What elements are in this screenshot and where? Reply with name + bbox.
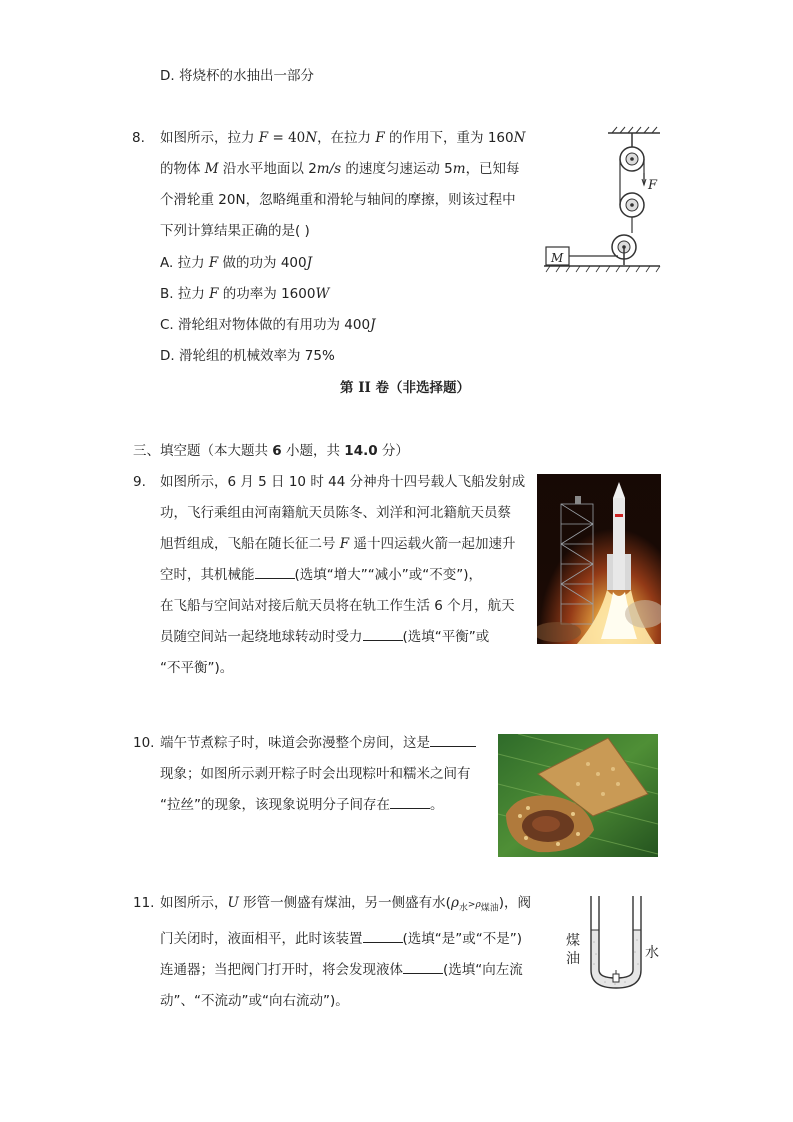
question-8-line-3: 个滑轮重 20N，忽略绳重和滑轮与轴间的摩擦，则该过程中 — [160, 192, 516, 208]
question-9-line-6: 员随空间站一起绕地球转动时受力 (选填“平衡”或 — [160, 629, 490, 645]
question-9-line-3: 旭哲组成，飞船在随长征二号 F 遥十四运载火箭一起加速升 — [160, 536, 516, 552]
question-11-number: 11. — [133, 895, 155, 911]
question-11-line-3: 连通器；当把阀门打开时，将会发现液体 (选填“向左流 — [160, 962, 523, 978]
question-9-number: 9. — [133, 474, 146, 490]
question-8-option-d: D. 滑轮组的机械效率为 75% — [160, 348, 335, 364]
section-heading: 第 II 卷（非选择题） — [340, 380, 471, 396]
figure-water-label: 水 — [645, 945, 659, 961]
question-8-option-c: C. 滑轮组对物体做的有用功为 400J — [160, 317, 376, 333]
question-9-line-1: 如图所示，6 月 5 日 10 时 44 分神舟十四号载人飞船发射成 — [160, 474, 526, 490]
question-9-line-5: 在飞船与空间站对接后航天员将在轨工作生活 6 个月，航天 — [160, 598, 515, 614]
question-11-line-2: 门关闭时，液面相平，此时该装置 (选填“是”或“不是”) — [160, 931, 523, 947]
blank-9-2[interactable] — [363, 628, 403, 641]
blank-10-2[interactable] — [390, 796, 430, 809]
figure-force-label: F — [648, 178, 658, 193]
question-9-line-4: 空时，其机械能 (选填“增大”“减小”或“不变”)， — [160, 567, 482, 583]
figure-block-label: M — [551, 251, 564, 265]
question-9-line-7: “不平衡”)。 — [160, 660, 234, 676]
rocket-launch-photo — [537, 474, 661, 644]
prev-option-d: D. 将烧杯的水抽出一部分 — [160, 68, 314, 84]
figure-kerosene-label: 煤油 — [566, 933, 580, 967]
question-8-option-a: A. 拉力 F 做的功为 400J — [160, 255, 313, 271]
question-8-line-2: 的物体 M 沿水平地面以 2m/s 的速度匀速运动 5m，已知每 — [160, 161, 520, 177]
question-10-line-2: 现象；如图所示剥开粽子时会出现粽叶和糯米之间有 — [160, 766, 471, 782]
question-10-number: 10. — [133, 735, 155, 751]
part-3-heading: 三、填空题（本大题共 6 小题，共 14.0 分） — [133, 443, 409, 459]
blank-11-2[interactable] — [403, 961, 443, 974]
blank-9-1[interactable] — [255, 566, 295, 579]
question-9-line-2: 功，飞行乘组由河南籍航天员陈冬、刘洋和河北籍航天员蔡 — [160, 505, 511, 521]
blank-10-1[interactable] — [430, 734, 476, 747]
zongzi-photo — [498, 734, 658, 857]
question-11-line-1: 如图所示，U 形管一侧盛有煤油，另一侧盛有水$(\rho_水>\rho_{煤油})$，阀 — [160, 895, 532, 914]
question-11-line-4: 动”、“不流动”或“向右流动”)。 — [160, 993, 349, 1009]
question-8-line-1: 如图所示，拉力 F = 40N，在拉力 F 的作用下，重为 160N — [160, 130, 526, 146]
question-8-option-b: B. 拉力 F 的功率为 1600W — [160, 286, 330, 302]
question-8-number: 8. — [132, 130, 145, 146]
blank-11-1[interactable] — [363, 930, 403, 943]
question-10-line-3: “拉丝”的现象，该现象说明分子间存在 。 — [160, 797, 444, 813]
u-tube-figure — [585, 892, 647, 992]
question-8-line-4: 下列计算结果正确的是( ) — [160, 223, 310, 239]
question-10-line-1: 端午节煮粽子时，味道会弥漫整个房间，这是 — [160, 733, 476, 753]
